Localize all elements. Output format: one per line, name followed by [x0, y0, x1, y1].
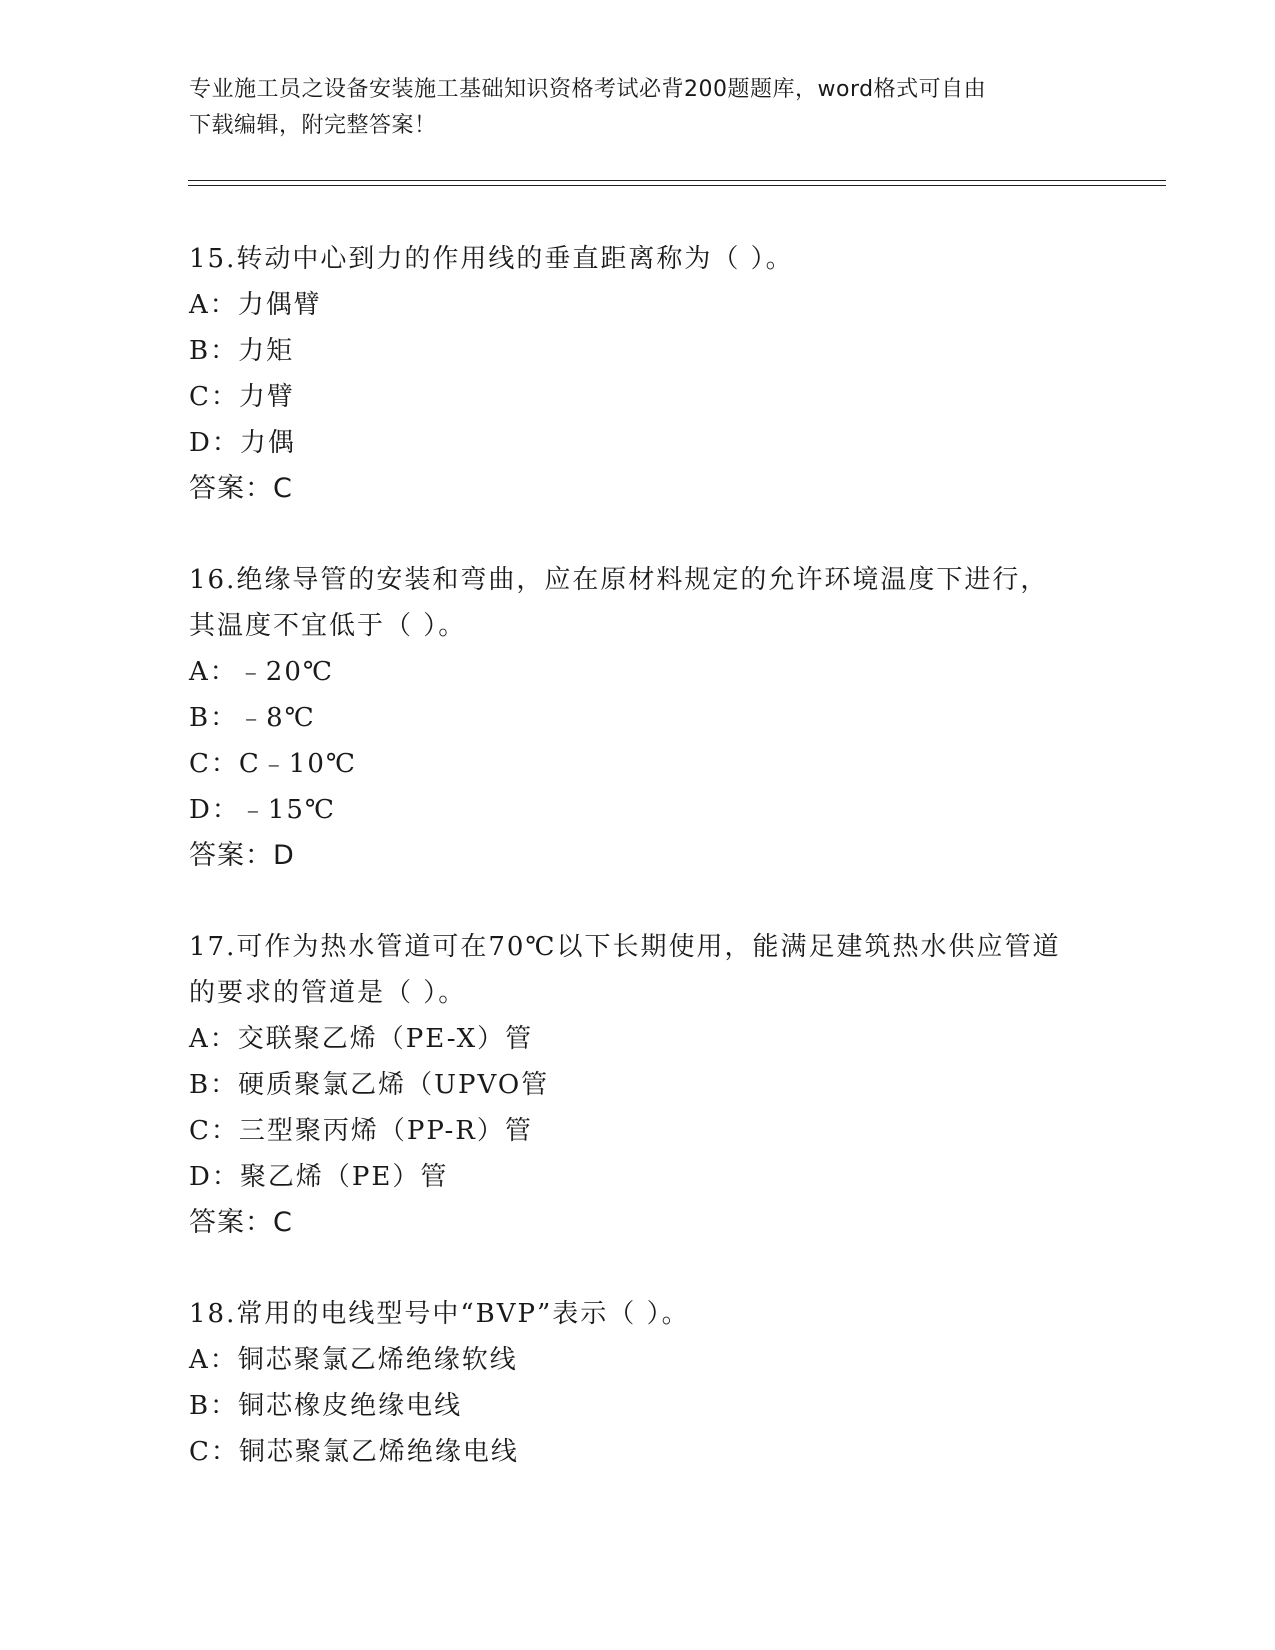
option-b: B：力矩: [189, 336, 295, 366]
option-c: C：力臂: [189, 382, 295, 412]
option-b: B：硬质聚氯乙烯（UPVO管: [189, 1070, 550, 1100]
header-divider-bottom: [188, 185, 1166, 186]
question-stem-continued: 的要求的管道是（ ）。: [189, 978, 467, 1008]
document-header: [189, 72, 1089, 144]
option-d: D：力偶: [189, 428, 296, 458]
option-d: D：聚乙烯（PE）管: [189, 1162, 449, 1192]
question-stem: 16.绝缘导管的安装和弯曲，应在原材料规定的允许环境温度下进行，: [189, 565, 1049, 595]
question-15: [189, 236, 1149, 512]
header-line-1: 专业施工员之设备安装施工基础知识资格考试必背200题题库，word格式可自由: [189, 77, 987, 102]
question-stem: 15.转动中心到力的作用线的垂直距离称为（ ）。: [189, 244, 794, 274]
option-a: A：交联聚乙烯（PE-X）管: [189, 1024, 534, 1054]
question-stem-continued: 其温度不宜低于（ ）。: [189, 611, 467, 641]
question-18: [189, 1291, 1149, 1475]
option-c: C：铜芯聚氯乙烯绝缘电线: [189, 1437, 519, 1467]
answer: 答案：C: [189, 1207, 293, 1238]
question-stem: 17.可作为热水管道可在70℃以下长期使用，能满足建筑热水供应管道: [189, 932, 1061, 962]
answer: 答案：C: [189, 473, 293, 504]
option-c: C：C﹣10℃: [189, 749, 357, 779]
answer: 答案：D: [189, 840, 295, 871]
option-b: B：﹣8℃: [189, 703, 316, 733]
option-a: A：铜芯聚氯乙烯绝缘软线: [189, 1345, 518, 1375]
header-line-2: 下载编辑，附完整答案！: [189, 113, 437, 138]
question-17: [189, 924, 1149, 1246]
header-divider-top: [188, 180, 1166, 181]
option-c: C：三型聚丙烯（PP-R）管: [189, 1116, 533, 1146]
question-list: [189, 236, 1149, 1475]
option-a: A：﹣20℃: [189, 657, 334, 687]
option-a: A：力偶臂: [189, 290, 322, 320]
question-16: [189, 557, 1149, 879]
option-b: B：铜芯橡皮绝缘电线: [189, 1391, 463, 1421]
option-d: D：﹣15℃: [189, 795, 337, 825]
question-stem: 18.常用的电线型号中“BVP”表示（ ）。: [189, 1299, 690, 1329]
